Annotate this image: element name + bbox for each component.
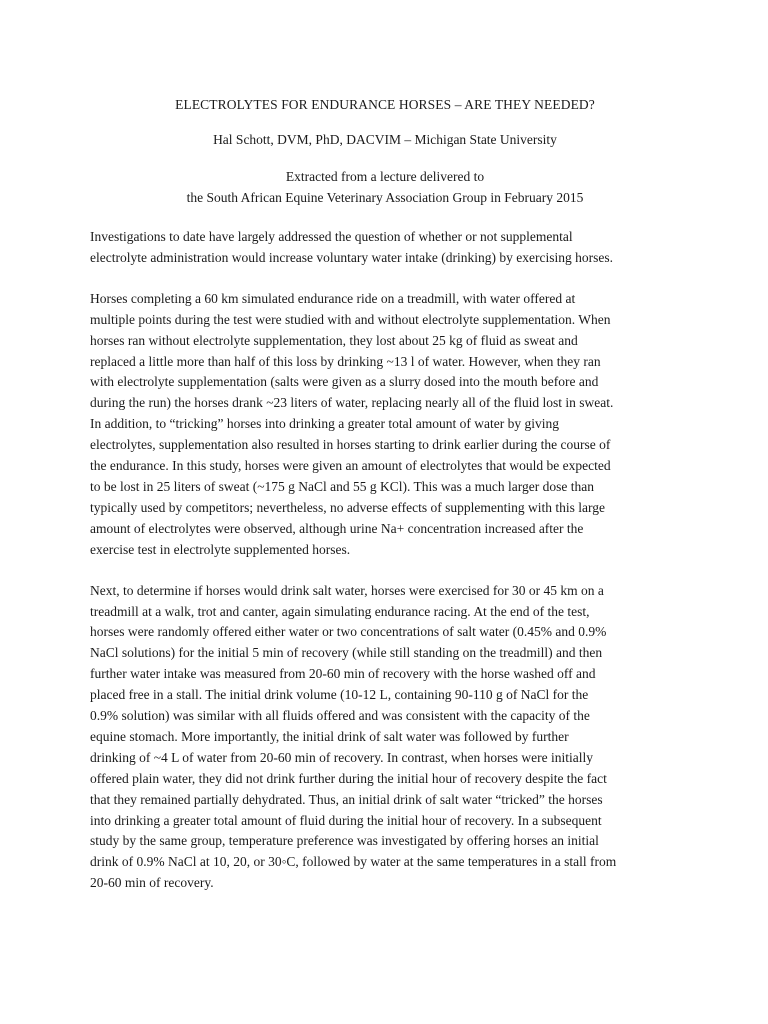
paragraph-line: In addition, to “tricking” horses into drinking a greater total amount of water by giving [90,416,560,432]
paragraph-line: into drinking a greater total amount of fluid during the initial hour of recovery. In a subsequent [90,812,602,828]
paragraph-line: typically used by competitors; nevertheless, no adverse effects of supplementing with this large [90,499,605,515]
paragraph-line: study by the same group, temperature preference was investigated by offering horses an initial [90,833,599,849]
paragraph-line: Horses completing a 60 km simulated endurance ride on a treadmill, with water offered at [90,290,576,306]
paragraph-line: treadmill at a walk, trot and canter, again simulating endurance racing. At the end of the test, [90,603,590,619]
paragraph-line: offered plain water, they did not drink further during the initial hour of recovery despite the fact [90,770,607,786]
paragraph [90,289,680,561]
paragraph-line: with electrolyte supplementation (salts were given as a slurry dosed into the mouth before and [90,374,599,390]
paragraph-line: to be lost in 25 liters of sweat (~175 g NaCl and 55 g KCl). This was a much larger dose than [90,478,594,494]
paragraph-line: further water intake was measured from 20-60 min of recovery with the horse washed off and [90,666,596,682]
paragraph-line: during the run) the horses drank ~23 liters of water, replacing nearly all of the fluid lost in sweat. [90,395,614,411]
paragraph-line: exercise test in electrolyte supplemented horses. [90,541,351,557]
source-line: the South African Equine Veterinary Association Group in February 2015 [186,190,584,205]
paragraph-line: drink of 0.9% NaCl at 10, 20, or 30◦C, followed by water at the same temperatures in a stall from [90,854,617,870]
author-line: Hal Schott, DVM, PhD, DACVIM – Michigan State University [213,132,557,147]
paragraph-line: 20-60 min of recovery. [90,875,214,891]
document-page [90,96,680,914]
paragraph-line: NaCl solutions) for the initial 5 min of recovery (while still standing on the treadmill) and then [90,645,603,661]
paragraph-line: Next, to determine if horses would drink salt water, horses were exercised for 30 or 45 km on a [90,582,604,598]
paragraph [90,581,680,895]
paragraph-line: Investigations to date have largely addressed the question of whether or not supplemental [90,229,573,244]
paragraph-line: replaced a little more than half of this loss by drinking ~13 l of water. However, when they ran [90,353,601,369]
paragraph-line: 0.9% solution) was similar with all fluids offered and was consistent with the capacity of the [90,708,590,724]
paragraph-line: amount of electrolytes were observed, although urine Na+ concentration increased after the [90,520,584,536]
paragraph-line: drinking of ~4 L of water from 20-60 min of recovery. In contrast, when horses were initially [90,749,594,765]
document-title: ELECTROLYTES FOR ENDURANCE HORSES – ARE THEY NEEDED? [175,97,595,112]
paragraph-line: horses were randomly offered either water or two concentrations of salt water (0.45% and 0.9% [90,624,607,640]
paragraph-line: placed free in a stall. The initial drink volume (10-12 L, containing 90-110 g of NaCl for the [90,687,589,703]
paragraph-line: that they remained partially dehydrated. Thus, an initial drink of salt water “tricked” the horses [90,791,603,807]
paragraph-line: multiple points during the test were studied with and without electrolyte supplementation. When [90,311,611,327]
source-line: Extracted from a lecture delivered to [285,169,485,184]
source-note [90,166,680,208]
paragraph-line: electrolyte administration would increase voluntary water intake (drinking) by exercising horses. [90,249,613,265]
paragraph-line: electrolytes, supplementation also resulted in horses starting to drink earlier during the course of [90,437,611,453]
body-text [90,227,680,894]
paragraph-line: equine stomach. More importantly, the initial drink of salt water was followed by further [90,728,569,744]
paragraph-line: the endurance. In this study, horses were given an amount of electrolytes that would be expected [90,458,611,474]
paragraph [90,227,680,269]
paragraph-line: horses ran without electrolyte supplementation, they lost about 25 kg of fluid as sweat and [90,332,578,348]
